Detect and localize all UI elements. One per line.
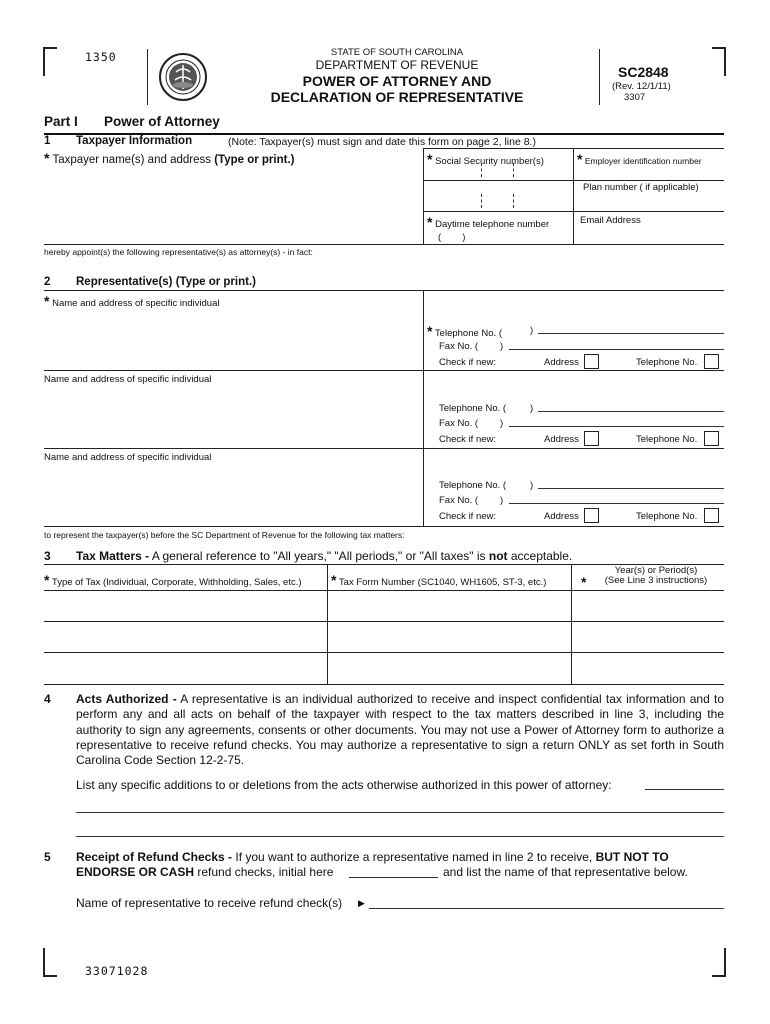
line4-number: 4 xyxy=(44,692,51,706)
rep-right-border xyxy=(423,290,424,527)
corner-mark-top-right xyxy=(712,47,726,76)
tax-row-border[interactable] xyxy=(44,621,724,622)
tax-col-divider-2 xyxy=(571,564,572,684)
line3-number: 3 xyxy=(44,549,51,563)
rep3-telephone-label: Telephone No. ( xyxy=(439,480,507,491)
rep3-telephone-checkbox[interactable] xyxy=(704,508,719,523)
rep1-telephone-input[interactable] xyxy=(538,333,724,334)
rep3-check-label: Check if new: xyxy=(439,511,497,522)
ssn-separator xyxy=(481,194,482,208)
corner-mark-top-left xyxy=(43,47,57,76)
phone-area-code: ( ) xyxy=(438,232,466,243)
rep3-bottom-border xyxy=(44,526,724,527)
part-title: Power of Attorney xyxy=(104,114,220,129)
line2-title: Representative(s) (Type or print.) xyxy=(76,276,256,288)
form-title-line2: DECLARATION OF REPRESENTATIVE xyxy=(270,89,524,105)
rep3-tel-close: ) xyxy=(530,480,534,491)
rep3-fax-close: ) xyxy=(500,495,504,506)
rep2-name-label: Name and address of specific individual xyxy=(44,374,212,385)
form-revision: (Rev. 12/1/11) xyxy=(612,81,671,92)
ssn-separator xyxy=(513,194,514,208)
line1-number: 1 xyxy=(44,135,51,147)
line1-note: (Note: Taxpayer(s) must sign and date this form on page 2, line 8.) xyxy=(228,136,536,148)
rep2-address-checkbox[interactable] xyxy=(584,431,599,446)
acts-list-input-3[interactable] xyxy=(76,836,724,837)
tax-year-star: * xyxy=(581,574,587,590)
tax-row-border[interactable] xyxy=(44,684,724,685)
header-divider-left xyxy=(147,49,148,105)
refund-list-text: and list the name of that representative below. xyxy=(443,865,688,879)
rep2-address-label: Address xyxy=(544,434,579,445)
rep-top-border xyxy=(44,290,724,291)
rep1-bottom-border xyxy=(44,370,724,371)
rep1-tel-close: ) xyxy=(530,325,534,336)
header-divider-right xyxy=(599,49,600,105)
rep3-name-label: Name and address of specific individual xyxy=(44,452,212,463)
rep3-fax-input[interactable] xyxy=(509,503,724,504)
rep2-bottom-border xyxy=(44,448,724,449)
ssn-label: * Social Security number(s) xyxy=(427,151,544,167)
refund-checks-text: Receipt of Refund Checks - If you want to authorize a representative named in line 2 to receive, BUT NOT TO ENDORSE OR CASH refund checks, initial here xyxy=(76,850,669,880)
rep1-fax-close: ) xyxy=(500,341,504,352)
tax-header-border xyxy=(44,590,724,591)
line5-number: 5 xyxy=(44,850,51,864)
tax-row-border[interactable] xyxy=(44,652,724,653)
ein-label: * Employer identification number xyxy=(577,151,702,167)
rep3-telephone-input[interactable] xyxy=(538,488,724,489)
state-seal-icon xyxy=(158,52,208,102)
tax-col-divider-1 xyxy=(327,564,328,684)
part-label: Part I xyxy=(44,114,78,129)
ssn-separator xyxy=(481,163,482,177)
rep2-tel-close: ) xyxy=(530,403,534,414)
taxpayer-bottom-border xyxy=(44,244,724,245)
appoint-text: hereby appoint(s) the following representative(s) as attorney(s) - in fact: xyxy=(44,247,313,257)
rep2-telephone-check-label: Telephone No. xyxy=(636,434,698,445)
phone-row-border xyxy=(423,211,724,212)
department-name: DEPARTMENT OF REVENUE xyxy=(315,58,479,72)
rep2-telephone-label: Telephone No. ( xyxy=(439,403,507,414)
refund-rep-name-input[interactable] xyxy=(369,908,724,909)
rep3-telephone-check-label: Telephone No. xyxy=(636,511,698,522)
rep1-name-label: * Name and address of specific individual xyxy=(44,293,220,309)
corner-mark-bottom-right xyxy=(712,948,726,977)
line3-title: Tax Matters - A general reference to "All years," "All periods," or "All taxes" is not acceptable. xyxy=(76,549,573,563)
rep2-telephone-checkbox[interactable] xyxy=(704,431,719,446)
acts-authorized-text: Acts Authorized - A representative is an individual authorized to receive and inspect confidential tax information and to perform any and all acts on behalf of the taxpayer with respect to the tax matters described in line 3, including the authority to sign any agreements, consents or other documents. You may not use a Power of Attorney form to authorize a representative to receive refund checks. You may authorize a representative to sign a return ONLY as set forth in South Carolina Code Section 12-2-75. xyxy=(76,692,725,768)
acts-list-input-2[interactable] xyxy=(76,812,724,813)
tax-year-header: Year(s) or Period(s) (See Line 3 instructions) xyxy=(604,565,708,586)
state-name: STATE OF SOUTH CAROLINA xyxy=(330,47,464,58)
tax-type-header: * Type of Tax (Individual, Corporate, Withholding, Sales, etc.) xyxy=(44,572,302,588)
daytime-phone-label: * Daytime telephone number xyxy=(427,214,550,230)
rep2-check-label: Check if new: xyxy=(439,434,497,445)
ssn-ein-divider xyxy=(573,148,574,244)
line2-number: 2 xyxy=(44,276,51,288)
rep1-address-checkbox[interactable] xyxy=(584,354,599,369)
rep3-fax-label: Fax No. ( xyxy=(439,495,479,506)
tax-form-header: * Tax Form Number (SC1040, WH1605, ST-3, etc.) xyxy=(331,572,547,588)
taxpayer-right-border xyxy=(423,148,424,244)
refund-initial-input[interactable] xyxy=(349,877,438,878)
form-title-line1: POWER OF ATTORNEY AND xyxy=(302,73,492,89)
corner-mark-bottom-left xyxy=(43,948,57,977)
ssn-row-border xyxy=(423,180,724,181)
form-number: SC2848 xyxy=(618,64,669,80)
refund-rep-label: Name of representative to receive refund check(s) xyxy=(76,896,343,910)
rep2-fax-close: ) xyxy=(500,418,504,429)
rep1-fax-label: Fax No. ( xyxy=(439,341,479,352)
rep3-address-label: Address xyxy=(544,511,579,522)
acts-list-input-1[interactable] xyxy=(645,789,724,790)
rep1-address-label: Address xyxy=(544,357,579,368)
rep1-telephone-check-label: Telephone No. xyxy=(636,357,698,368)
rep1-telephone-label: * Telephone No. ( xyxy=(427,323,502,339)
plan-number-label: Plan number ( if applicable) xyxy=(583,182,699,193)
rep2-fax-label: Fax No. ( xyxy=(439,418,479,429)
barcode-number: 33071028 xyxy=(85,964,149,978)
arrow-right-icon: ▶ xyxy=(358,898,365,908)
ssn-separator xyxy=(513,163,514,177)
acts-list-label: List any specific additions to or deletions from the acts otherwise authorized in this power of attorney: xyxy=(76,778,612,792)
line1-title: Taxpayer Information xyxy=(76,135,193,147)
rep2-telephone-input[interactable] xyxy=(538,411,724,412)
email-label: Email Address xyxy=(580,215,641,226)
form-revision-code: 3307 xyxy=(624,92,646,103)
rep1-telephone-checkbox[interactable] xyxy=(704,354,719,369)
form-code: 1350 xyxy=(85,50,117,64)
rep1-check-label: Check if new: xyxy=(439,357,497,368)
rep1-fax-input[interactable] xyxy=(509,349,724,350)
rep3-address-checkbox[interactable] xyxy=(584,508,599,523)
rep2-fax-input[interactable] xyxy=(509,426,724,427)
represent-text: to represent the taxpayer(s) before the SC Department of Revenue for the following tax matters: xyxy=(44,530,405,540)
taxpayer-name-label: * Taxpayer name(s) and address (Type or print.) xyxy=(44,150,295,166)
